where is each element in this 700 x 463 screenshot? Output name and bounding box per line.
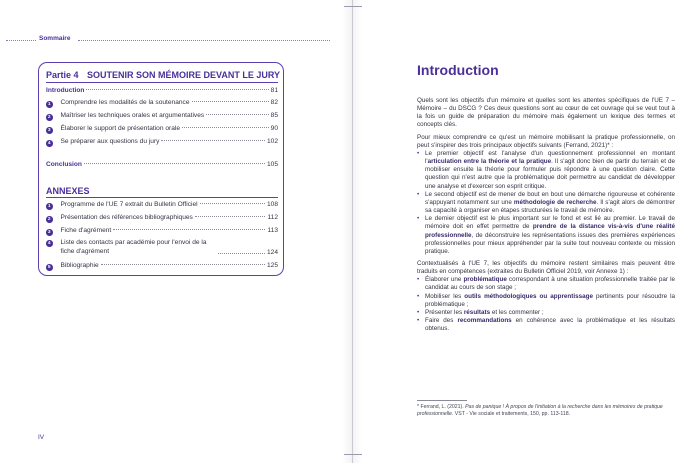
toc-entry-label: Se préparer aux questions du jury bbox=[60, 138, 160, 145]
competences-list bbox=[417, 276, 675, 333]
dot-leader bbox=[101, 264, 265, 265]
list-item: • Faire des recommandations en cohérence avec la problématique et les résultats obtenus. bbox=[417, 317, 675, 333]
section-title: Introduction bbox=[417, 62, 499, 78]
toc-entry-label: Maîtriser les techniques orales et argumentatives bbox=[60, 112, 205, 119]
paragraph: Pour mieux comprendre ce qu'est un mémoire mobilisant la pratique professionnelle, on peut s'inspirer des trois principaux objectifs suivants (Ferrand, 2021)* : bbox=[417, 133, 675, 149]
page-folio: IV bbox=[38, 434, 45, 441]
title-rule bbox=[46, 82, 278, 83]
header-rule bbox=[78, 40, 330, 41]
dot-leader bbox=[192, 101, 269, 102]
toc-entry[interactable] bbox=[46, 99, 278, 107]
dot-leader bbox=[86, 89, 268, 90]
dot-leader bbox=[161, 140, 265, 141]
toc-page-number: 81 bbox=[270, 87, 278, 94]
annex-entry[interactable] bbox=[46, 227, 278, 235]
annex-number-badge: 2 bbox=[47, 217, 51, 222]
list-item: • Le premier objectif est l'analyse d'un questionnement professionnel en montant l'articulation entre la théorie et la pratique. Il s'agit donc bien de partir du terrain et de mobiliser ensuite la théorie pour formuler puis répondre à une question claire. Cette question qui n'est autre que la problématique doit permettre au candidat de développer une analyse et d'exercer son esprit critique. bbox=[417, 150, 675, 191]
toc-entry[interactable] bbox=[46, 138, 278, 146]
annex-number-badge: 4 bbox=[47, 240, 51, 246]
list-item: • Le second objectif est de mener de bout en bout une démarche rigoureuse et cohérente s'appuyant notamment sur une méthodologie de recherche. Il s'agit alors de démontrer sa capacité à organiser en étapes structurées le travail de mémoire. bbox=[417, 191, 675, 215]
toc-entry-label: Bibliographie bbox=[60, 262, 99, 269]
footnote-rule bbox=[417, 400, 467, 401]
toc-entry-label: Comprendre les modalités de la soutenance bbox=[60, 99, 190, 106]
chapter-number-badge: 4 bbox=[47, 141, 51, 146]
list-item: • Élaborer une problématique correspondant à une situation professionnelle traitée par le candidat au cours de son stage ; bbox=[417, 276, 675, 292]
annex-entry[interactable] bbox=[46, 262, 278, 270]
toc-page-number: 82 bbox=[270, 99, 278, 106]
page-gutter bbox=[352, 0, 353, 463]
title-rule bbox=[46, 197, 278, 198]
toc-entry-label: Présentation des références bibliographiques bbox=[60, 214, 193, 221]
chapter-number-badge: 2 bbox=[47, 115, 51, 120]
part-title bbox=[46, 70, 280, 80]
annex-entry[interactable] bbox=[46, 214, 278, 222]
dot-leader bbox=[195, 216, 266, 217]
annex-number-badge: 1 bbox=[47, 204, 51, 209]
part-heading: SOUTENIR SON MÉMOIRE DEVANT LE JURY bbox=[87, 70, 281, 80]
paragraph: Contextualisés à l'UE 7, les objectifs du mémoire restent similaires mais peuvent être traduits en compétences (extraites du Bulletin Officiel 2019, voir Annexe 1) : bbox=[417, 259, 675, 276]
paragraph: Quels sont les objectifs d'un mémoire et quelles sont les attentes spécifiques de l'UE 7 – Mémoire – du DSCG ? Ces deux questions sont au cœur de cet ouvrage qui se veut tout à la fois un guide de préparation du mémoire mais également un lexique des termes et concepts clés. bbox=[417, 97, 675, 129]
dot-leader bbox=[182, 127, 269, 128]
annexes-heading: ANNEXES bbox=[46, 186, 90, 196]
toc-entry-conclusion[interactable] bbox=[46, 161, 278, 168]
toc-entry-label: Élaborer le support de présentation orale bbox=[60, 125, 180, 132]
list-item: • Présenter les résultats et les commenter ; bbox=[417, 309, 675, 317]
annex-number-badge: 5 bbox=[47, 265, 51, 270]
running-header bbox=[6, 36, 330, 46]
footnote: * Ferrand, L. (2021). Pas de panique ! À propos de l'initiation à la recherche dans les mémoires de pratique professionnelle. VST - Vie sociale et traitements, 150, pp. 113-118. bbox=[417, 404, 663, 417]
toc-page-number: 102 bbox=[266, 138, 278, 145]
annex-entry[interactable] bbox=[46, 201, 278, 209]
toc-entry[interactable] bbox=[46, 125, 278, 133]
chapter-number-badge: 3 bbox=[47, 128, 51, 133]
dot-leader bbox=[84, 163, 265, 164]
toc-entry-label: Introduction bbox=[46, 87, 85, 94]
toc-page-number: 105 bbox=[266, 161, 278, 168]
dot-leader bbox=[218, 253, 265, 254]
part-label: Partie 4 bbox=[46, 70, 79, 80]
header-rule bbox=[6, 40, 36, 41]
toc-entry-label: Conclusion bbox=[46, 161, 82, 168]
list-item: • Mobiliser les outils méthodologiques ou apprentissage pertinents pour résoudre la problématique ; bbox=[417, 293, 675, 309]
right-page bbox=[356, 0, 700, 463]
chapter-number-badge: 1 bbox=[47, 102, 51, 107]
toc-page-number: 90 bbox=[270, 125, 278, 132]
dot-leader bbox=[206, 114, 268, 115]
toc-entry-label: Liste des contacts par académie pour l'envoi de la fiche d'agrément bbox=[60, 239, 207, 255]
toc-entry[interactable] bbox=[46, 112, 278, 120]
dot-leader bbox=[200, 203, 265, 204]
objectives-list bbox=[417, 150, 675, 256]
header-label: Sommaire bbox=[39, 35, 71, 42]
toc-page-number: 85 bbox=[270, 112, 278, 119]
annex-number-badge: 3 bbox=[47, 230, 51, 235]
toc-entry-label: Fiche d'agrément bbox=[60, 227, 112, 234]
annex-entry[interactable] bbox=[46, 239, 278, 256]
toc-page-number: 113 bbox=[267, 227, 278, 234]
toc-page-number: 125 bbox=[266, 262, 278, 269]
toc-page-number: 112 bbox=[267, 214, 278, 221]
toc-page-number: 124 bbox=[266, 249, 278, 256]
list-item: • Le dernier objectif est le plus important sur le fond et est lié au premier. Le travail de mémoire doit en effet permettre de prendre de la distance vis-à-vis d'une réalité professionnelle, de déconstruire les représentations issues des premières expériences professionnelles pour mieux appréhender par la suite tout nouveau contexte ou mission pratique. bbox=[417, 215, 675, 256]
toc-entry-label: Programme de l'UE 7 extrait du Bulletin Officiel bbox=[60, 201, 198, 208]
toc-page-number: 108 bbox=[266, 201, 278, 208]
toc-entry-introduction[interactable] bbox=[46, 87, 278, 94]
dot-leader bbox=[113, 229, 265, 230]
body-text bbox=[417, 97, 675, 333]
